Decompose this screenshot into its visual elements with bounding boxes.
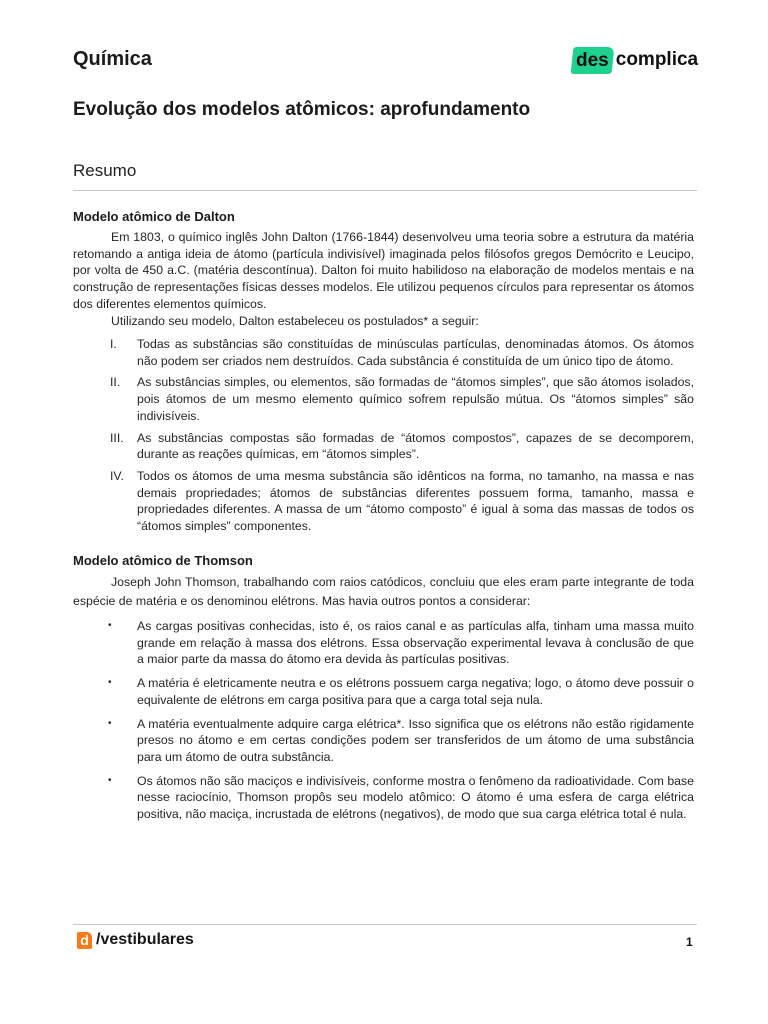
postulate-item [73, 430, 694, 463]
dalton-lead: Utilizando seu modelo, Dalton estabeleceu os postulados* a seguir: [111, 314, 479, 328]
postulate-number: III. [110, 430, 124, 445]
postulate-text: As substâncias simples, ou elementos, são formadas de “átomos simples”, que são átomos isolados, pois átomos de um mesmo elemento químico sofrem repulsão mútua. Os “átomos simples” são indivisíveis. [137, 375, 694, 423]
thomson-points-list [73, 618, 694, 830]
postulate-item [73, 336, 694, 369]
thomson-point-text: Os átomos não são maciços e indivisíveis, conforme mostra o fenômeno da radioatividade. Com base nesse raciocínio, Thomson propôs seu modelo atômico: O átomo é uma esfera de carga elétrica positiva, não maciça, incrustada de elétrons (negativos), de modo que sua carga elétrica total é nula. [137, 773, 694, 822]
postulate-item [73, 374, 694, 424]
thomson-intro: Joseph John Thomson, trabalhando com raios catódicos, concluiu que eles eram parte integrante de toda espécie de matéria e os denominou elétrons. Mas havia outros pontos a considerar: [73, 575, 694, 608]
bullet-icon: • [108, 677, 112, 689]
thomson-point-text: A matéria eventualmente adquire carga elétrica*. Isso significa que os elétrons não estão rigidamente presos no átomo e em certas condições podem ser transferidos de um átomo de uma substância para um átomo de outra substância. [137, 716, 694, 764]
d-logo-icon: d [77, 932, 92, 949]
section-divider [73, 190, 697, 191]
dalton-heading: Modelo atômico de Dalton [73, 209, 235, 224]
section-title: Resumo [73, 161, 137, 180]
footer-divider [73, 924, 697, 925]
descomplica-logo [572, 46, 698, 74]
subject-title: Química [73, 48, 152, 70]
postulate-number: I. [110, 337, 117, 351]
postulate-text: Todos os átomos de uma mesma substância são idênticos na forma, no tamanho, na massa e nas demais propriedades; átomos de substâncias diferentes possuem forma, tamanho, massa e propriedades diferentes. A massa de um “átomo composto” é igual à soma das massas de todos os “átomos simples” componentes. [137, 468, 694, 534]
thomson-point [73, 675, 694, 708]
thomson-heading: Modelo atômico de Thomson [73, 553, 253, 568]
dalton-postulates-list [73, 336, 694, 540]
postulate-number: IV. [110, 468, 124, 483]
thomson-point [73, 773, 694, 823]
brand-rest: complica [615, 49, 699, 70]
thomson-point [73, 716, 694, 766]
postulate-number: II. [110, 375, 121, 390]
footer-logo-text: /vestibulares [96, 931, 194, 948]
vestibulares-logo [77, 931, 194, 949]
thomson-point-text: A matéria é eletricamente neutra e os elétrons possuem carga negativa; logo, o átomo deve possuir o equivalente de elétrons em carga positiva para que a carga total seja nula. [137, 676, 694, 707]
bullet-icon: • [108, 620, 112, 631]
dalton-intro: Em 1803, o químico inglês John Dalton (1766-1844) desenvolveu uma teoria sobre a estrutura da matéria retomando a antiga ideia de átomo (partícula indivisível) imaginada pelos filósofos gregos Demócrito e Leucipo, por volta de 450 a.C. (matéria descontínua). Dalton foi muito habilidoso na elaboração de modelos mentais e na construção de representações físicas desses modelos. Ele utilizou pequenos círculos para representar os átomos dos diferentes elementos químicos. [73, 230, 694, 311]
thomson-point-text: As cargas positivas conhecidas, isto é, os raios canal e as partículas alfa, tinham uma massa muito grande em relação à massa dos elétrons. Essa observação experimental levava à conclusão de que a maior parte da massa do átomo era devida às partículas positivas. [137, 619, 694, 667]
bullet-icon: • [108, 717, 112, 729]
page-number: 1 [686, 935, 693, 949]
bullet-icon: • [108, 774, 112, 786]
postulate-text: Todas as substâncias são constituídas de minúsculas partículas, denominadas átomos. Os átomos não podem ser criados nem destruídos. Cada substância é constituída de um único tipo de átomo. [137, 337, 694, 368]
brand-highlight: des [571, 47, 615, 74]
postulate-text: As substâncias compostas são formadas de “átomos compostos”, capazes de se decomporem, durante as reações químicas, em “átomos simples”. [137, 430, 694, 462]
postulate-item [73, 468, 694, 535]
thomson-point [73, 618, 694, 668]
page-title: Evolução dos modelos atômicos: aprofundamento [73, 99, 531, 120]
